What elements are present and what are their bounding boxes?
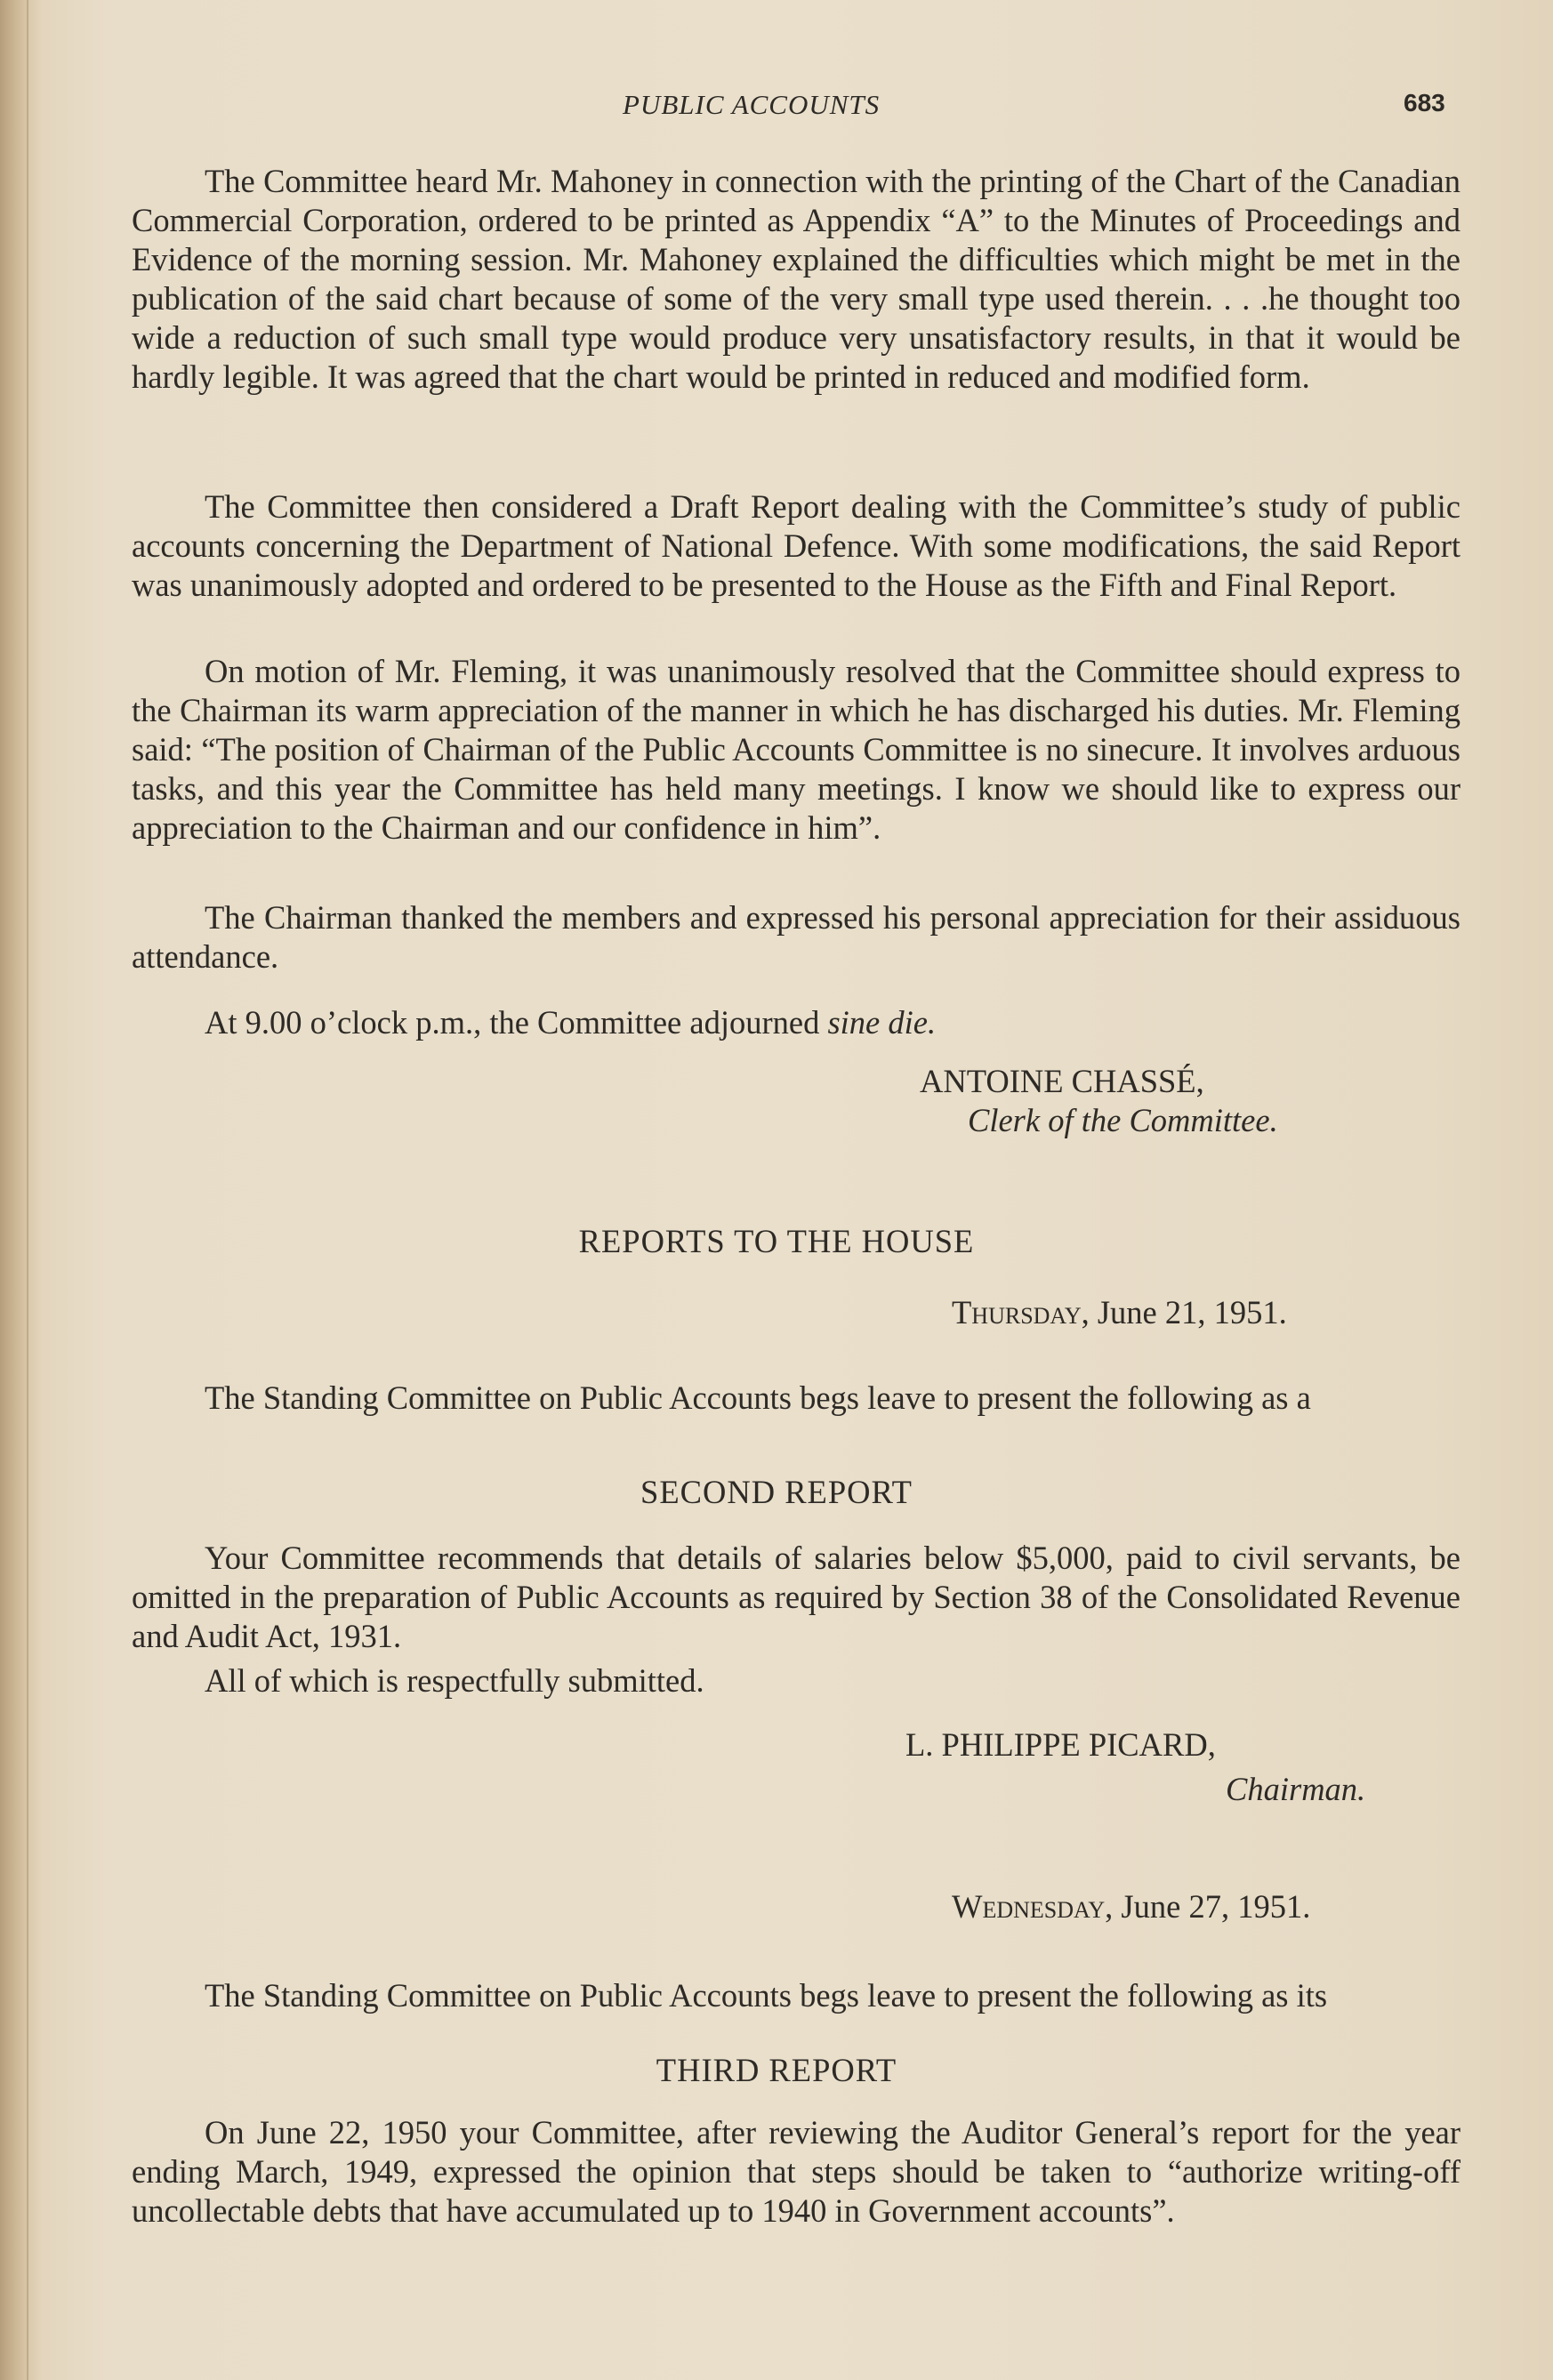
binding-edge-line <box>27 0 28 2380</box>
minutes-adjournment <box>132 1003 1460 1042</box>
running-head <box>0 89 1553 125</box>
chairman-name: L. PHILIPPE PICARD, <box>905 1726 1216 1763</box>
reports-heading: REPORTS TO THE HOUSE <box>578 1223 975 1259</box>
third-report-date <box>952 1887 1310 1926</box>
adjournment-sine-die: sine die. <box>827 1004 937 1041</box>
third-report-title: THIRD REPORT <box>656 2052 897 2088</box>
running-title: PUBLIC ACCOUNTS <box>623 89 881 120</box>
second-report-intro: The Standing Committee on Public Accounts begs leave to present the following as a <box>205 1379 1311 1416</box>
clerk-title: Clerk of the Committee. <box>968 1102 1278 1138</box>
page-number: 683 <box>1404 89 1445 117</box>
third-report-intro: The Standing Committee on Public Accounts begs leave to present the following as its <box>205 1977 1328 2014</box>
book-binding-shadow <box>0 0 43 2380</box>
second-report-body: Your Committee recommends that details of salaries below $5,000, paid to civil servants, be omitted in the preparation of Public Accounts as required by Section 38 of the Consolidated Revenue and Audit Act, 1931. <box>132 1540 1460 1654</box>
second-report-closing: All of which is respectfully submitted. <box>205 1662 704 1699</box>
minutes-paragraph-chairman-thanks: The Chairman thanked the members and expressed his personal appreciation for their assiduous attendance. <box>132 899 1460 975</box>
minutes-paragraph-fleming-motion: On motion of Mr. Fleming, it was unanimously resolved that the Committee should express to the Chairman its warm appreciation of the manner in which he has discharged his duties. Mr. Fleming said: “The position of Chairman of the Public Accounts Committee is no sinecure. It involves arduous tasks, and this year the Committee has held many meetings. I know we should like to express our appreciation to the Chairman and our confidence in him”. <box>132 653 1460 846</box>
second-report-weekday: Thursday, <box>952 1294 1090 1331</box>
third-report-weekday: Wednesday, <box>952 1888 1114 1925</box>
minutes-paragraph-draft-report: The Committee then considered a Draft Report dealing with the Committee’s study of public accounts concerning the Department of National Defence. With some modifications, the said Report was unanimously adopted and ordered to be presented to the House as the Fifth and Final Report. <box>132 488 1460 603</box>
second-report-date-rest: June 21, 1951. <box>1089 1294 1287 1331</box>
adjournment-text: At 9.00 o’clock p.m., the Committee adjourned <box>205 1004 828 1041</box>
chairman-title: Chairman. <box>1226 1771 1366 1807</box>
minutes-paragraph-mahoney: The Committee heard Mr. Mahoney in connection with the printing of the Chart of the Canadian Commercial Corporation, ordered to be printed as Appendix “A” to the Minutes of Proceedings and Evidence of the morning session. Mr. Mahoney explained the difficulties which might be met in the publication of the said chart because of some of the very small type used therein. . . .he thought too wide a reduction of such small type would produce very unsatisfactory results, in that it would be hardly legible. It was agreed that the chart would be printed in reduced and modified form. <box>132 163 1460 395</box>
second-report-date <box>952 1293 1287 1332</box>
second-report-title: SECOND REPORT <box>640 1474 913 1510</box>
clerk-name: ANTOINE CHASSÉ, <box>920 1063 1204 1099</box>
third-report-date-rest: June 27, 1951. <box>1113 1888 1311 1925</box>
third-report-body: On June 22, 1950 your Committee, after reviewing the Auditor General’s report for the year ending March, 1949, expressed the opinion that steps should be taken to “authorize writing-off uncollectable debts that have accumulated up to 1940 in Government accounts”. <box>132 2114 1460 2229</box>
